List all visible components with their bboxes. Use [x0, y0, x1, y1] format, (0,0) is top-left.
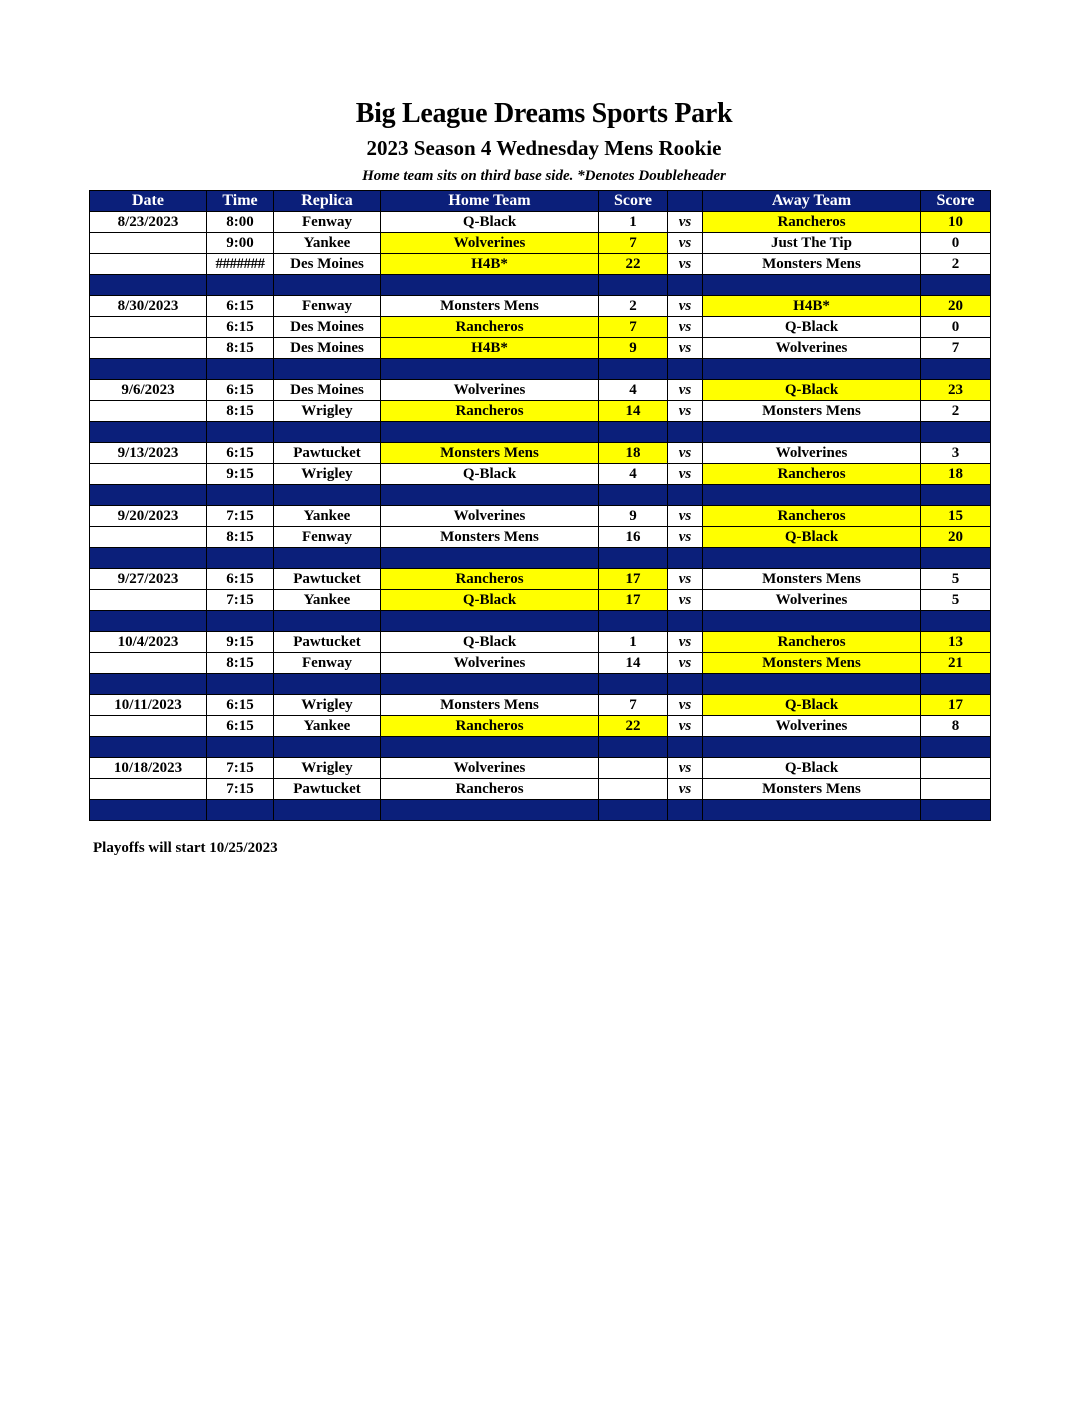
away-team: Just The Tip — [703, 233, 921, 254]
separator-cell — [90, 485, 207, 506]
game-date — [90, 527, 207, 548]
separator-cell — [921, 611, 991, 632]
away-score: 2 — [921, 401, 991, 422]
week-separator-row — [90, 422, 991, 443]
home-team: Wolverines — [381, 506, 599, 527]
away-team: H4B* — [703, 296, 921, 317]
home-team: Q-Black — [381, 464, 599, 485]
home-team: Wolverines — [381, 233, 599, 254]
away-team: Monsters Mens — [703, 653, 921, 674]
home-score: 14 — [599, 401, 668, 422]
away-score: 7 — [921, 338, 991, 359]
home-score: 9 — [599, 506, 668, 527]
game-date — [90, 401, 207, 422]
game-row — [90, 443, 991, 464]
home-team: Wolverines — [381, 758, 599, 779]
away-team: Q-Black — [703, 380, 921, 401]
game-row — [90, 632, 991, 653]
week-separator-row — [90, 800, 991, 821]
separator-cell — [921, 485, 991, 506]
away-score — [921, 758, 991, 779]
game-row — [90, 590, 991, 611]
game-row — [90, 527, 991, 548]
game-row — [90, 296, 991, 317]
page-title: Big League Dreams Sports Park — [355, 98, 733, 129]
separator-cell — [274, 674, 381, 695]
game-time: 6:15 — [207, 716, 274, 737]
game-row — [90, 716, 991, 737]
week-separator-row — [90, 737, 991, 758]
game-replica-field: Fenway — [274, 527, 381, 548]
game-date: 8/23/2023 — [90, 212, 207, 233]
col-header-home-team: Home Team — [381, 191, 599, 212]
game-row — [90, 506, 991, 527]
separator-cell — [207, 422, 274, 443]
separator-cell — [921, 359, 991, 380]
vs-label: vs — [668, 296, 703, 317]
away-team: Wolverines — [703, 716, 921, 737]
separator-cell — [274, 548, 381, 569]
game-replica-field: Yankee — [274, 233, 381, 254]
separator-cell — [381, 275, 599, 296]
vs-label: vs — [668, 653, 703, 674]
separator-cell — [207, 275, 274, 296]
home-team: Monsters Mens — [381, 296, 599, 317]
game-replica-field: Fenway — [274, 296, 381, 317]
separator-cell — [668, 422, 703, 443]
separator-cell — [381, 737, 599, 758]
separator-cell — [90, 674, 207, 695]
away-team: Q-Black — [703, 527, 921, 548]
home-team: Wolverines — [381, 380, 599, 401]
separator-cell — [599, 674, 668, 695]
vs-label: vs — [668, 569, 703, 590]
game-time: 9:00 — [207, 233, 274, 254]
away-score: 5 — [921, 569, 991, 590]
game-date — [90, 233, 207, 254]
away-team: Q-Black — [703, 317, 921, 338]
game-replica-field: Pawtucket — [274, 632, 381, 653]
separator-cell — [207, 485, 274, 506]
home-team: Rancheros — [381, 401, 599, 422]
game-time: 6:15 — [207, 569, 274, 590]
playoffs-note: Playoffs will start 10/25/2023 — [93, 840, 278, 856]
home-team: Monsters Mens — [381, 695, 599, 716]
vs-label: vs — [668, 506, 703, 527]
separator-cell — [668, 548, 703, 569]
home-score: 2 — [599, 296, 668, 317]
away-team: Rancheros — [703, 464, 921, 485]
game-date: 8/30/2023 — [90, 296, 207, 317]
vs-label: vs — [668, 317, 703, 338]
game-time: 7:15 — [207, 590, 274, 611]
separator-cell — [381, 485, 599, 506]
home-score: 22 — [599, 716, 668, 737]
separator-cell — [668, 611, 703, 632]
game-replica-field: Wrigley — [274, 401, 381, 422]
separator-cell — [921, 422, 991, 443]
separator-cell — [381, 548, 599, 569]
schedule-table — [89, 190, 991, 821]
week-separator-row — [90, 275, 991, 296]
separator-cell — [599, 800, 668, 821]
game-row — [90, 779, 991, 800]
home-score: 7 — [599, 317, 668, 338]
game-date — [90, 590, 207, 611]
vs-label: vs — [668, 758, 703, 779]
game-time: 8:15 — [207, 401, 274, 422]
separator-cell — [207, 674, 274, 695]
away-team: Wolverines — [703, 443, 921, 464]
game-time: 8:15 — [207, 527, 274, 548]
home-score: 4 — [599, 380, 668, 401]
game-date: 10/11/2023 — [90, 695, 207, 716]
game-replica-field: Yankee — [274, 506, 381, 527]
separator-cell — [599, 359, 668, 380]
away-score: 18 — [921, 464, 991, 485]
separator-cell — [599, 737, 668, 758]
away-team: Rancheros — [703, 506, 921, 527]
separator-cell — [703, 674, 921, 695]
game-replica-field: Yankee — [274, 590, 381, 611]
home-score: 1 — [599, 632, 668, 653]
game-row — [90, 233, 991, 254]
separator-cell — [90, 548, 207, 569]
game-replica-field: Yankee — [274, 716, 381, 737]
game-time: ####### — [207, 254, 274, 275]
game-date: 10/18/2023 — [90, 758, 207, 779]
game-time: 7:15 — [207, 506, 274, 527]
away-team: Q-Black — [703, 758, 921, 779]
vs-label: vs — [668, 380, 703, 401]
game-row — [90, 653, 991, 674]
away-score: 15 — [921, 506, 991, 527]
away-team: Rancheros — [703, 632, 921, 653]
game-row — [90, 464, 991, 485]
away-team: Monsters Mens — [703, 254, 921, 275]
separator-cell — [90, 359, 207, 380]
separator-cell — [921, 275, 991, 296]
separator-cell — [703, 548, 921, 569]
home-team: Rancheros — [381, 779, 599, 800]
col-header-date: Date — [90, 191, 207, 212]
separator-cell — [599, 275, 668, 296]
home-team: Wolverines — [381, 653, 599, 674]
separator-cell — [274, 611, 381, 632]
separator-cell — [599, 485, 668, 506]
home-score: 7 — [599, 233, 668, 254]
separator-cell — [668, 359, 703, 380]
game-row — [90, 758, 991, 779]
away-team: Monsters Mens — [703, 401, 921, 422]
game-time: 6:15 — [207, 443, 274, 464]
vs-label: vs — [668, 254, 703, 275]
separator-cell — [381, 422, 599, 443]
separator-cell — [381, 800, 599, 821]
separator-cell — [668, 674, 703, 695]
separator-cell — [274, 800, 381, 821]
separator-cell — [381, 359, 599, 380]
game-row — [90, 212, 991, 233]
away-team: Rancheros — [703, 212, 921, 233]
week-separator-row — [90, 359, 991, 380]
away-score: 2 — [921, 254, 991, 275]
col-header-vs — [668, 191, 703, 212]
separator-cell — [703, 422, 921, 443]
away-team: Wolverines — [703, 590, 921, 611]
separator-cell — [90, 275, 207, 296]
home-team: H4B* — [381, 254, 599, 275]
game-row — [90, 695, 991, 716]
separator-cell — [274, 737, 381, 758]
game-row — [90, 338, 991, 359]
game-date — [90, 779, 207, 800]
vs-label: vs — [668, 716, 703, 737]
vs-label: vs — [668, 590, 703, 611]
home-score: 1 — [599, 212, 668, 233]
game-date: 9/27/2023 — [90, 569, 207, 590]
game-time: 9:15 — [207, 464, 274, 485]
separator-cell — [703, 359, 921, 380]
game-date: 9/6/2023 — [90, 380, 207, 401]
separator-cell — [703, 737, 921, 758]
separator-cell — [599, 422, 668, 443]
game-time: 8:15 — [207, 338, 274, 359]
vs-label: vs — [668, 464, 703, 485]
away-score: 20 — [921, 296, 991, 317]
game-time: 6:15 — [207, 380, 274, 401]
away-score: 23 — [921, 380, 991, 401]
home-score: 9 — [599, 338, 668, 359]
schedule-note: Home team sits on third base side. *Denotes Doubleheader — [362, 168, 726, 184]
home-team: Q-Black — [381, 590, 599, 611]
week-separator-row — [90, 611, 991, 632]
home-score: 16 — [599, 527, 668, 548]
home-team: Monsters Mens — [381, 527, 599, 548]
away-team: Monsters Mens — [703, 569, 921, 590]
separator-cell — [381, 674, 599, 695]
home-score: 17 — [599, 590, 668, 611]
game-row — [90, 254, 991, 275]
game-replica-field: Des Moines — [274, 254, 381, 275]
home-team: Monsters Mens — [381, 443, 599, 464]
col-header-away-team: Away Team — [703, 191, 921, 212]
home-team: H4B* — [381, 338, 599, 359]
vs-label: vs — [668, 695, 703, 716]
separator-cell — [668, 485, 703, 506]
away-score: 17 — [921, 695, 991, 716]
game-date — [90, 254, 207, 275]
game-replica-field: Des Moines — [274, 338, 381, 359]
home-score: 7 — [599, 695, 668, 716]
away-team: Wolverines — [703, 338, 921, 359]
col-header-time: Time — [207, 191, 274, 212]
game-replica-field: Des Moines — [274, 380, 381, 401]
week-separator-row — [90, 548, 991, 569]
game-date — [90, 464, 207, 485]
separator-cell — [207, 359, 274, 380]
vs-label: vs — [668, 338, 703, 359]
game-date — [90, 317, 207, 338]
separator-cell — [703, 275, 921, 296]
separator-cell — [90, 422, 207, 443]
separator-cell — [207, 548, 274, 569]
game-row — [90, 380, 991, 401]
game-time: 6:15 — [207, 296, 274, 317]
home-team: Rancheros — [381, 716, 599, 737]
home-score: 18 — [599, 443, 668, 464]
game-time: 6:15 — [207, 317, 274, 338]
vs-label: vs — [668, 527, 703, 548]
separator-cell — [90, 800, 207, 821]
col-header-home-score: Score — [599, 191, 668, 212]
game-time: 9:15 — [207, 632, 274, 653]
header-row — [90, 191, 991, 212]
separator-cell — [381, 611, 599, 632]
game-time: 7:15 — [207, 758, 274, 779]
separator-cell — [703, 485, 921, 506]
separator-cell — [703, 611, 921, 632]
week-separator-row — [90, 674, 991, 695]
separator-cell — [921, 737, 991, 758]
game-time: 7:15 — [207, 779, 274, 800]
away-score: 10 — [921, 212, 991, 233]
game-date — [90, 653, 207, 674]
separator-cell — [207, 611, 274, 632]
home-score — [599, 779, 668, 800]
home-team: Q-Black — [381, 212, 599, 233]
separator-cell — [921, 548, 991, 569]
away-score: 20 — [921, 527, 991, 548]
col-header-away-score: Score — [921, 191, 991, 212]
separator-cell — [668, 800, 703, 821]
vs-label: vs — [668, 212, 703, 233]
game-replica-field: Des Moines — [274, 317, 381, 338]
home-score: 17 — [599, 569, 668, 590]
home-score: 4 — [599, 464, 668, 485]
vs-label: vs — [668, 632, 703, 653]
separator-cell — [599, 611, 668, 632]
game-replica-field: Fenway — [274, 653, 381, 674]
separator-cell — [274, 422, 381, 443]
away-score: 8 — [921, 716, 991, 737]
schedule-body — [90, 212, 991, 821]
game-replica-field: Pawtucket — [274, 779, 381, 800]
separator-cell — [921, 800, 991, 821]
game-date: 9/20/2023 — [90, 506, 207, 527]
game-replica-field: Pawtucket — [274, 443, 381, 464]
separator-cell — [703, 800, 921, 821]
week-separator-row — [90, 485, 991, 506]
game-time: 6:15 — [207, 695, 274, 716]
game-date: 9/13/2023 — [90, 443, 207, 464]
away-team: Monsters Mens — [703, 779, 921, 800]
home-score: 22 — [599, 254, 668, 275]
game-time: 8:15 — [207, 653, 274, 674]
game-time: 8:00 — [207, 212, 274, 233]
separator-cell — [207, 800, 274, 821]
game-date — [90, 716, 207, 737]
away-team: Q-Black — [703, 695, 921, 716]
home-score — [599, 758, 668, 779]
game-replica-field: Wrigley — [274, 464, 381, 485]
separator-cell — [668, 275, 703, 296]
away-score — [921, 779, 991, 800]
separator-cell — [599, 548, 668, 569]
home-team: Rancheros — [381, 317, 599, 338]
away-score: 0 — [921, 233, 991, 254]
game-date — [90, 338, 207, 359]
col-header-replica: Replica — [274, 191, 381, 212]
game-replica-field: Wrigley — [274, 758, 381, 779]
home-score: 14 — [599, 653, 668, 674]
separator-cell — [274, 275, 381, 296]
away-score: 3 — [921, 443, 991, 464]
home-team: Q-Black — [381, 632, 599, 653]
away-score: 0 — [921, 317, 991, 338]
game-replica-field: Fenway — [274, 212, 381, 233]
vs-label: vs — [668, 233, 703, 254]
game-row — [90, 569, 991, 590]
away-score: 5 — [921, 590, 991, 611]
separator-cell — [921, 674, 991, 695]
game-replica-field: Pawtucket — [274, 569, 381, 590]
separator-cell — [90, 611, 207, 632]
separator-cell — [207, 737, 274, 758]
away-score: 13 — [921, 632, 991, 653]
separator-cell — [668, 737, 703, 758]
separator-cell — [90, 737, 207, 758]
home-team: Rancheros — [381, 569, 599, 590]
game-row — [90, 317, 991, 338]
separator-cell — [274, 359, 381, 380]
away-score: 21 — [921, 653, 991, 674]
vs-label: vs — [668, 401, 703, 422]
game-date: 10/4/2023 — [90, 632, 207, 653]
game-replica-field: Wrigley — [274, 695, 381, 716]
page-subtitle: 2023 Season 4 Wednesday Mens Rookie — [366, 136, 722, 160]
separator-cell — [274, 485, 381, 506]
vs-label: vs — [668, 443, 703, 464]
game-row — [90, 401, 991, 422]
vs-label: vs — [668, 779, 703, 800]
